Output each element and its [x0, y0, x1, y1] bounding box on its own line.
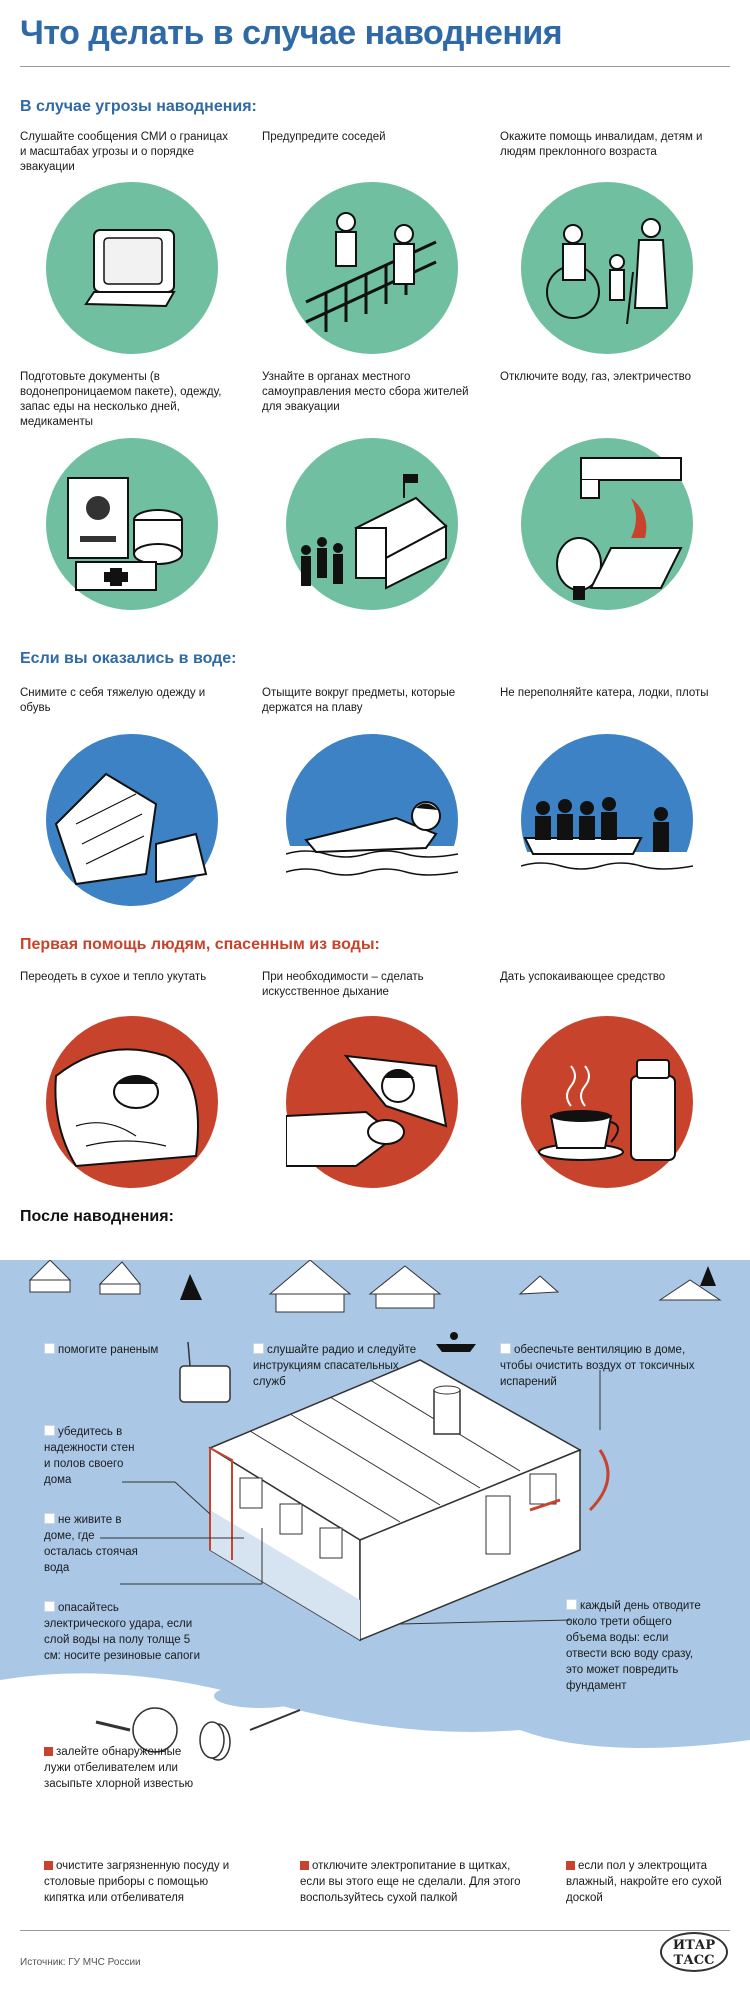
after-bullet-standing-water: не живите в доме, где осталась стоячая вода — [44, 1514, 138, 1574]
after-bullet-ventilation: обеспечьте вентиляцию в доме, чтобы очистить воздух от токсичных испарений — [500, 1344, 695, 1388]
caption-water-1: Снимите с себя тяжелую одежду и обувь — [20, 687, 206, 714]
utilities-off-icon — [521, 438, 693, 610]
white-square-icon — [253, 1343, 264, 1354]
caption-water-3: Не переполняйте катера, лодки, плоты — [500, 687, 709, 699]
artificial-breathing-icon — [286, 1016, 458, 1188]
white-square-icon — [44, 1343, 55, 1354]
tv-icon — [46, 182, 218, 354]
title-divider — [20, 66, 730, 67]
red-square-icon — [44, 1861, 53, 1870]
section-heading-water: Если вы оказались в воде: — [20, 650, 237, 667]
floating-person-icon — [286, 734, 458, 906]
section-heading-first-aid: Первая помощь людям, спасенным из воды: — [20, 936, 380, 953]
boat-people-icon — [521, 734, 693, 906]
white-square-icon — [44, 1601, 55, 1612]
after-bullet-walls: убедитесь в надежности стен и полов своего дома — [44, 1426, 135, 1486]
after-bullet-wet-floor: если пол у электрощита влажный, накройте его сухой доской — [566, 1860, 722, 1904]
section-heading-after: После наводнения: — [20, 1208, 174, 1225]
red-square-icon — [566, 1861, 575, 1870]
after-bullet-wounded: помогите раненым — [44, 1342, 164, 1358]
footer-divider — [20, 1930, 730, 1931]
heavy-clothes-icon — [46, 734, 218, 906]
after-bullet-clean-dishes: очистите загрязненную посуду и столовые приборы с помощью кипятка или отбеливателя — [44, 1860, 230, 1904]
red-square-icon — [300, 1861, 309, 1870]
after-bullet-drain-water: каждый день отводите около трети общего объема воды: если отвести всю воду сразу, это может повредить фундамент — [566, 1600, 701, 1692]
caption-threat-3: Окажите помощь инвалидам, детям и людям преклонного возраста — [500, 131, 703, 158]
evacuation-point-icon — [286, 438, 458, 610]
page-title: Что делать в случае наводнения — [20, 14, 563, 52]
section-heading-threat: В случае угрозы наводнения: — [20, 98, 257, 115]
after-bullet-power-off: отключите электропитание в щитках, если вы этого еще не сделали. Для этого воспользуйтесь сухой палкой — [300, 1860, 521, 1904]
tea-medicine-icon — [521, 1016, 693, 1188]
blanket-person-icon — [46, 1016, 218, 1188]
white-square-icon — [500, 1343, 511, 1354]
flood-scene — [0, 1260, 750, 1922]
caption-aid-2: При необходимости – сделать искусственное дыхание — [262, 971, 424, 998]
caption-water-2: Отыщите вокруг предметы, которые держатся на плаву — [262, 687, 456, 714]
caption-threat-6: Отключите воду, газ, электричество — [500, 371, 692, 383]
caption-aid-1: Переодеть в сухое и тепло укутать — [20, 971, 207, 983]
helping-elderly-icon — [521, 182, 693, 354]
white-square-icon — [566, 1599, 577, 1610]
passport-supplies-icon — [46, 438, 218, 610]
white-square-icon — [44, 1425, 55, 1436]
white-square-icon — [44, 1513, 55, 1524]
after-bullet-electric-shock: опасайтесь электрического удара, если слой воды на полу толще 5 см: носите резиновые сапоги — [44, 1602, 201, 1662]
caption-aid-3: Дать успокаивающее средство — [500, 971, 666, 983]
caption-threat-2: Предупредите соседей — [262, 131, 386, 143]
caption-threat-5: Узнайте в органах местного самоуправления место сбора жителей для эвакуации — [262, 371, 469, 413]
after-bullet-radio: слушайте радио и следуйте инструкциям спасательных служб — [253, 1344, 417, 1388]
after-bullet-bleach-puddles: залейте обнаруженные лужи отбеливателем или засыпьте хлорной известью — [44, 1746, 194, 1790]
itar-tass-logo: ИТАР ТАСС — [660, 1932, 728, 1972]
red-square-icon — [44, 1747, 53, 1756]
caption-threat-4: Подготовьте документы (в водонепроницаемом пакете), одежду, запас еды на несколько дней, медикаменты — [20, 371, 222, 428]
caption-threat-1: Слушайте сообщения СМИ о границах и масштабах угрозы и о порядке эвакуации — [20, 131, 229, 173]
source-note: Источник: ГУ МЧС России — [20, 1957, 141, 1968]
neighbors-fence-icon — [286, 182, 458, 354]
